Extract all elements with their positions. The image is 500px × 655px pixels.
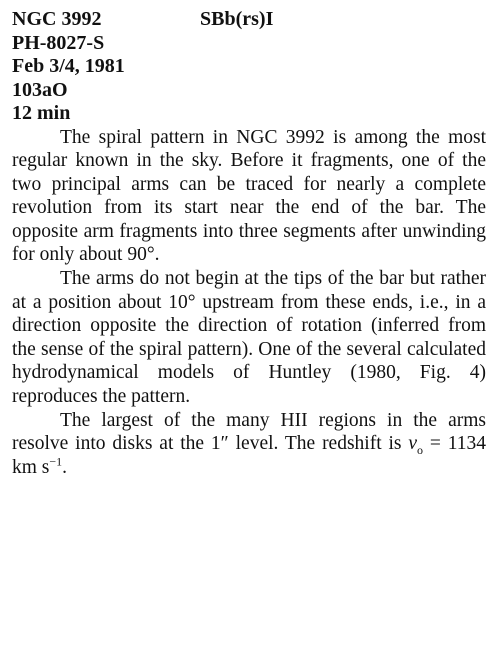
exposure-time: 12 min — [12, 102, 71, 124]
observation-date: Feb 3/4, 1981 — [12, 55, 125, 77]
unit-superscript: −1 — [49, 454, 63, 469]
velocity-subscript: o — [417, 443, 424, 458]
paragraph-hii-regions — [12, 409, 486, 480]
paragraph-spiral-pattern: The spiral pattern in NGC 3992 is among the most regular known in the sky. Before it fragments, one of the two principal arms can be traced for nearly a complete revolution from its start near the end of the bar. The opposite arm fragments into three segments after unwinding for only about 90°. — [12, 126, 486, 266]
emulsion-type: 103aO — [12, 78, 68, 101]
galaxy-classification: SBb(rs)I — [200, 8, 274, 30]
plate-id: PH-8027-S — [12, 31, 105, 54]
hii-text-after: . — [62, 456, 68, 478]
object-name: NGC 3992 — [12, 8, 102, 30]
hii-text-middle: = 1134 km s — [12, 433, 486, 478]
hii-text-before: The largest of the many HII regions in the arms resolve into disks at the 1″ level. The redshift is — [12, 409, 486, 455]
description-body — [12, 126, 486, 480]
header-object-row — [12, 8, 486, 32]
page — [12, 8, 486, 479]
velocity-symbol: v — [408, 433, 418, 455]
paragraph-arms-origin: The arms do not begin at the tips of the bar but rather at a position about 10° upstream from these ends, i.e., in a direction opposite the direction of rotation (inferred from the sense of the spiral pattern). One of the several calculated hydrodynamical models of Huntley (1980, Fig. 4) reproduces the pattern. — [12, 268, 486, 408]
